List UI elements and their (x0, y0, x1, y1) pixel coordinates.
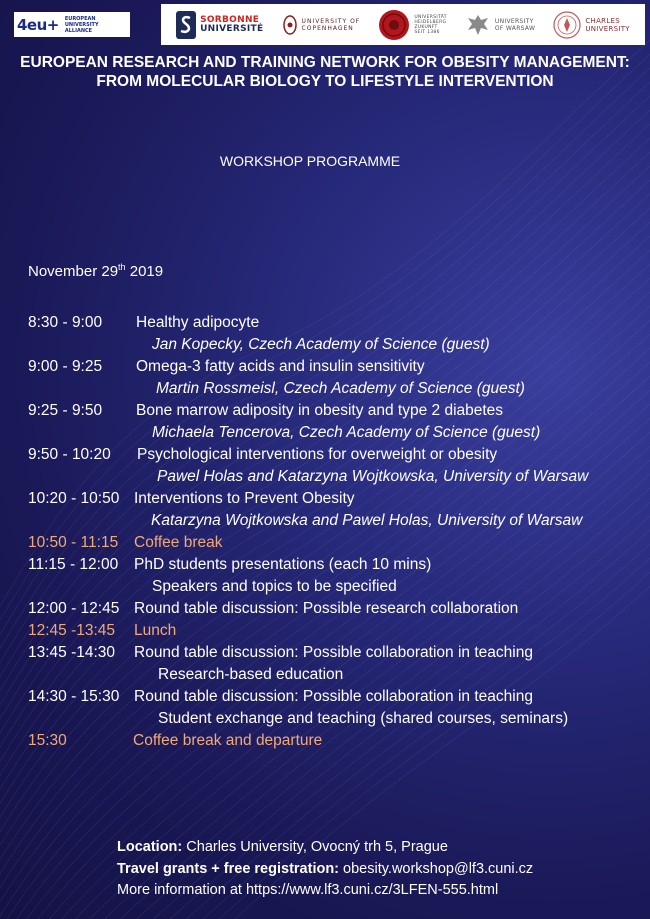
schedule-speaker: Pawel Holas and Katarzyna Wojtkowska, University of Warsaw (157, 468, 589, 485)
footer-info (117, 837, 533, 902)
location-label: Location: (117, 839, 183, 855)
grants-email-link[interactable]: obesity.workshop@lf3.cuni.cz (339, 860, 534, 877)
schedule-desc: PhD students presentations (each 10 mins) (134, 556, 432, 573)
schedule-desc: Healthy adipocyte (136, 314, 260, 331)
schedule-time: 12:00 - 12:45 (28, 600, 120, 617)
charles-line1: CHARLES (585, 16, 620, 25)
heidelberg-line4: SEIT 1386 (414, 29, 440, 35)
copenhagen-logo (282, 13, 361, 37)
location-line (117, 837, 533, 859)
schedule-time: 11:15 - 12:00 (28, 556, 119, 573)
warsaw-eagle-icon (465, 12, 491, 38)
charles-seal-icon (553, 11, 581, 39)
schedule-speaker: Michaela Tencerova, Czech Academy of Science (guest) (152, 424, 541, 441)
copenhagen-seal-icon (282, 13, 298, 37)
schedule-desc: Coffee break and departure (133, 732, 323, 749)
event-date (28, 262, 163, 280)
schedule-desc: Round table discussion: Possible research collaboration (134, 600, 519, 617)
workshop-programme-heading: WORKSHOP PROGRAMME (219, 153, 401, 169)
heidelberg-line1: UNIVERSITÄT (414, 14, 447, 20)
schedule-speaker: Katarzyna Wojtkowska and Pawel Holas, University of Warsaw (151, 512, 583, 529)
alliance-logo-mark: 4eu+ (17, 15, 59, 34)
warsaw-logo (465, 12, 535, 38)
schedule-desc: Interventions to Prevent Obesity (134, 490, 355, 507)
schedule-time: 14:30 - 15:30 (28, 688, 120, 705)
date-ordinal: th (118, 262, 126, 272)
schedule-time: 10:50 - 11:15 (28, 534, 119, 551)
schedule-time: 8:30 - 9:00 (28, 314, 103, 331)
alliance-logo (14, 12, 130, 37)
date-day: November 29 (28, 263, 119, 280)
sorbonne-line1: SORBONNE (200, 14, 260, 25)
alliance-logo-line2: UNIVERSITY (64, 21, 99, 28)
heidelberg-line2: HEIDELBERG (414, 19, 447, 25)
copenhagen-line1: UNIVERSITY OF (301, 17, 361, 25)
schedule-time: 13:45 -14:30 (28, 644, 116, 661)
title-line2: FROM MOLECULAR BIOLOGY TO LIFESTYLE INTERVENTION (96, 73, 554, 90)
grants-line (117, 859, 533, 881)
grants-label: Travel grants + free registration: (117, 860, 340, 877)
schedule-time: 15:30 (28, 732, 67, 749)
alliance-logo-line3: ALLIANCE (64, 27, 93, 34)
schedule-desc: Lunch (134, 622, 177, 639)
page-title (0, 53, 650, 91)
alliance-logo-text (65, 16, 99, 34)
location-value: Charles University, Ovocný trh 5, Prague (182, 839, 448, 855)
university-logo-strip (161, 4, 645, 45)
schedule-time: 9:00 - 9:25 (28, 358, 103, 375)
heidelberg-seal-icon (378, 9, 410, 41)
sorbonne-emblem-icon (176, 11, 196, 39)
schedule-speaker: Jan Kopecky, Czech Academy of Science (guest) (152, 336, 490, 353)
title-line1: EUROPEAN RESEARCH AND TRAINING NETWORK FOR OBESITY MANAGEMENT: (20, 54, 630, 71)
warsaw-line1: UNIVERSITY (494, 17, 534, 25)
schedule-desc: Round table discussion: Possible collaboration in teaching (134, 644, 533, 661)
schedule-speaker: Martin Rossmeisl, Czech Academy of Science (guest) (156, 380, 525, 397)
sorbonne-logo (176, 11, 263, 39)
copenhagen-line2: COPENHAGEN (301, 24, 354, 32)
schedule-note: Speakers and topics to be specified (152, 578, 397, 595)
schedule-time: 10:20 - 10:50 (28, 490, 120, 507)
schedule-note: Research-based education (158, 666, 344, 683)
schedule-time: 9:25 - 9:50 (28, 402, 103, 419)
warsaw-line2: OF WARSAW (494, 24, 536, 32)
charles-line2: UNIVERSITY (585, 24, 630, 33)
schedule-desc: Round table discussion: Possible collaboration in teaching (134, 688, 533, 705)
schedule-desc: Psychological interventions for overweight or obesity (137, 446, 498, 463)
schedule-time: 9:50 - 10:20 (28, 446, 111, 463)
alliance-logo-line1: EUROPEAN (64, 15, 96, 22)
schedule-note: Student exchange and teaching (shared courses, seminars) (158, 710, 569, 727)
schedule-desc: Bone marrow adiposity in obesity and type 2 diabetes (136, 402, 504, 419)
more-info-link[interactable]: More information at https://www.lf3.cuni.cz/3LFEN-555.html (117, 882, 499, 898)
heidelberg-logo (378, 9, 446, 41)
schedule-time: 12:45 -13:45 (28, 622, 116, 639)
schedule-desc: Omega-3 fatty acids and insulin sensitivity (136, 358, 425, 375)
sorbonne-line2: UNIVERSITÉ (200, 23, 264, 34)
charles-logo (553, 11, 630, 39)
heidelberg-line3: ZUKUNFT (414, 24, 438, 30)
schedule-desc: Coffee break (134, 534, 223, 551)
date-year: 2019 (125, 263, 164, 280)
